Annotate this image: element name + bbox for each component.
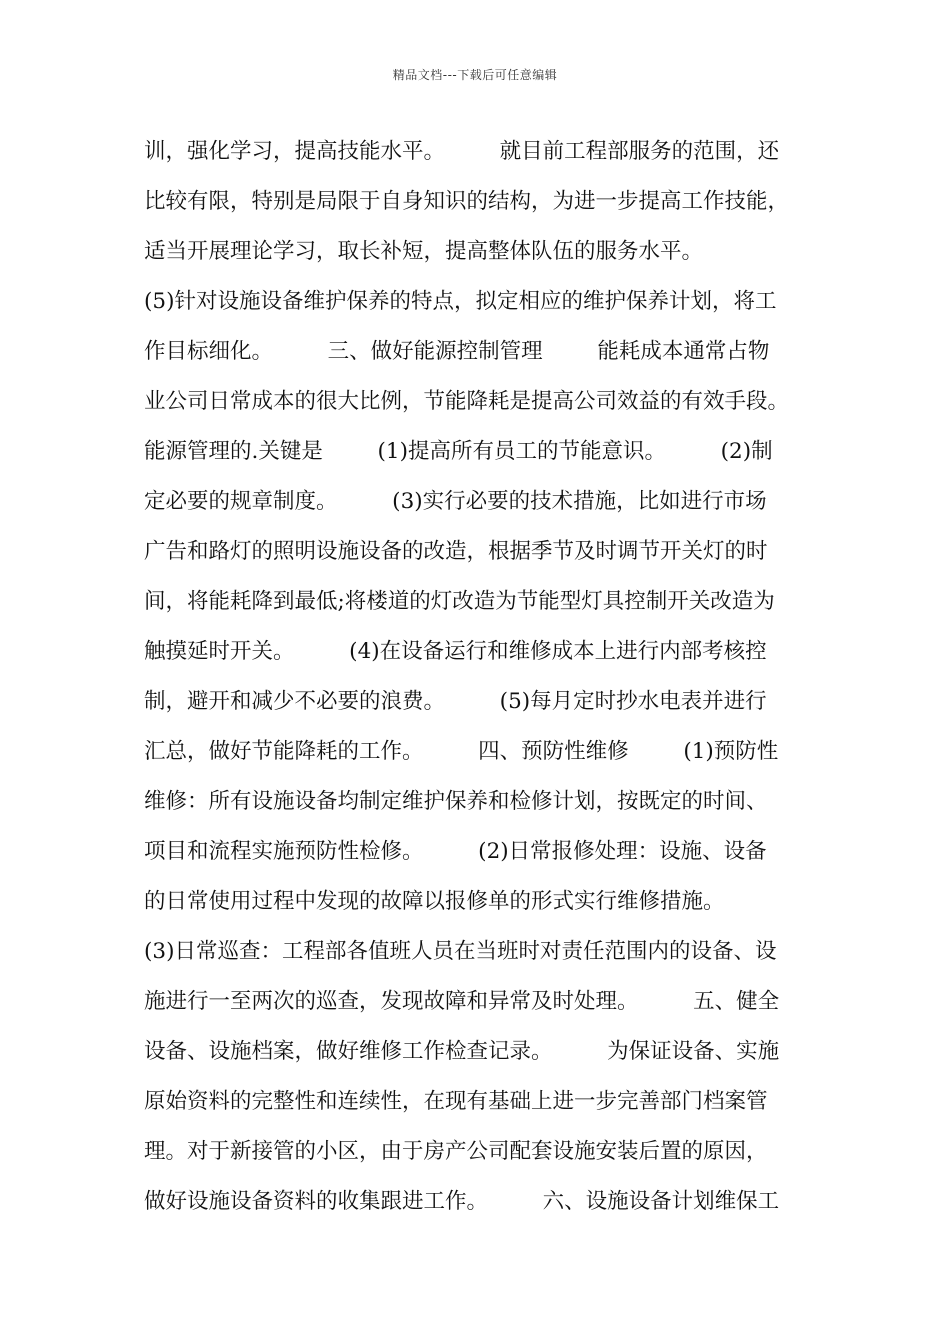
text-line: 理。对于新接管的小区，由于房产公司配套设施安装后置的原因，	[144, 1139, 768, 1164]
text-line: 广告和路灯的照明设施设备的改造，根据季节及时调节开关灯的时	[144, 539, 768, 564]
text-line: 触摸延时开关。 (4)在设备运行和维修成本上进行内部考核控	[144, 639, 767, 664]
text-line: 维修：所有设施设备均制定维护保养和检修计划，按既定的时间、	[144, 789, 768, 814]
document-body	[144, 127, 824, 1227]
text-line: 训，强化学习，提高技能水平。 就目前工程部服务的范围，还	[144, 139, 780, 164]
text-line: 业公司日常成本的很大比例，节能降耗是提高公司效益的有效手段。	[144, 389, 790, 414]
text-line: 比较有限，特别是局限于自身知识的结构，为进一步提高工作技能，	[144, 189, 790, 214]
page-header: 精品文档---下载后可任意编辑	[392, 68, 558, 82]
text-line: 施进行一至两次的巡查，发现故障和异常及时处理。 五、健全	[144, 989, 780, 1014]
text-line: 定必要的规章制度。 (3)实行必要的技术措施，比如进行市场	[144, 489, 767, 514]
text-line: 汇总，做好节能降耗的工作。 四、预防性维修 (1)预防性	[144, 739, 779, 764]
text-line: (3)日常巡查：工程部各值班人员在当班时对责任范围内的设备、设	[144, 939, 777, 964]
text-line: 的日常使用过程中发现的故障以报修单的形式实行维修措施。	[144, 889, 725, 914]
text-line: 适当开展理论学习，取长补短，提高整体队伍的服务水平。	[144, 239, 704, 264]
text-line: 设备、设施档案，做好维修工作检查记录。 为保证设备、实施	[144, 1039, 780, 1064]
text-line: 能源管理的.关键是 (1)提高所有员工的节能意识。 (2)制	[144, 439, 773, 464]
text-line: 作目标细化。 三、做好能源控制管理 能耗成本通常占物	[144, 339, 770, 364]
text-line: 间，将能耗降到最低;将楼道的灯改造为节能型灯具控制开关改造为	[144, 589, 775, 614]
text-line: 制，避开和减少不必要的浪费。 (5)每月定时抄水电表并进行	[144, 689, 767, 714]
text-line: 做好设施设备资料的收集跟进工作。 六、设施设备计划维保工	[144, 1189, 780, 1214]
text-line: 项目和流程实施预防性检修。 (2)日常报修处理：设施、设备	[144, 839, 767, 864]
text-line: 原始资料的完整性和连续性，在现有基础上进一步完善部门档案管	[144, 1089, 768, 1114]
text-line: (5)针对设施设备维护保养的特点，拟定相应的维护保养计划，将工	[144, 289, 777, 314]
